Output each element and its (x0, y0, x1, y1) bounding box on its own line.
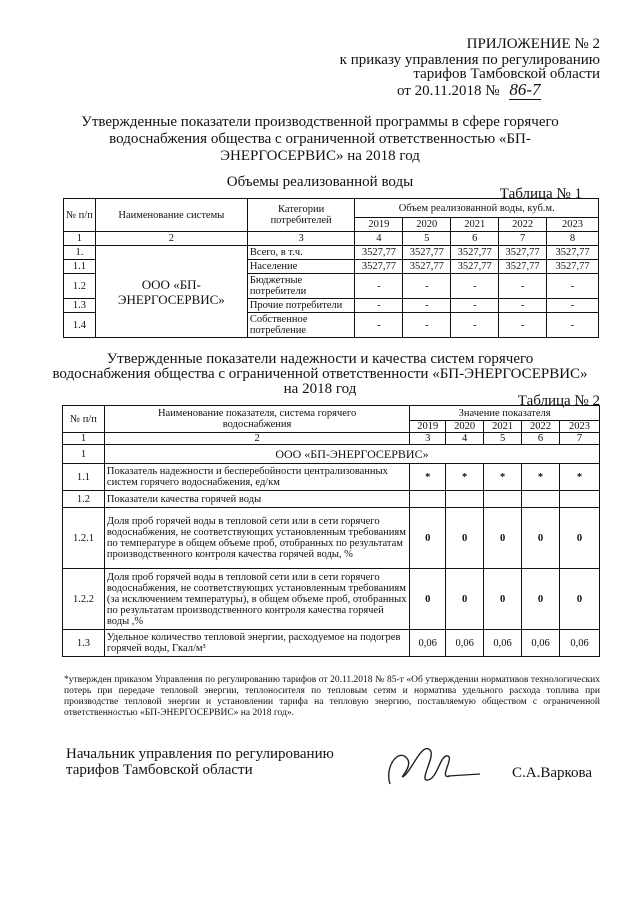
t1-cell: 3527,77 (403, 246, 451, 260)
t1-year: 2022 (499, 218, 547, 232)
t2-year: 2021 (484, 421, 522, 433)
t2-head-name: Наименование показателя, система горячего водоснабжения (104, 406, 409, 433)
t1-cell: 3527,77 (355, 246, 403, 260)
t2-year: 2023 (560, 421, 600, 433)
table2-label: Таблица № 2 (517, 393, 600, 409)
t2-head-value: Значение показателя (410, 406, 600, 421)
table1-subtitle: Объемы реализованной воды (226, 174, 414, 190)
t2-cell: 0 (522, 569, 560, 630)
title1-line3: ЭНЕРГОСЕРВИС» на 2018 год (220, 148, 420, 164)
t1-row-category: Бюджетные потребители (247, 274, 355, 299)
handwritten-signature (378, 736, 488, 792)
t2-org-num: 1 (63, 445, 105, 464)
volumes-table (63, 198, 599, 338)
t1-colnum: 6 (451, 232, 499, 246)
table-row (63, 464, 600, 491)
t1-row-num: 1.3 (64, 299, 96, 313)
t2-cell: 0 (560, 508, 600, 569)
t1-head-system: Наименование системы (95, 199, 247, 232)
t2-year: 2022 (522, 421, 560, 433)
t1-row-num: 1. (64, 246, 96, 260)
t2-cell: 0 (410, 569, 446, 630)
t2-row-num: 1.2.1 (63, 508, 105, 569)
t2-cell: 0,06 (560, 630, 600, 657)
t2-row-name: Доля проб горячей воды в тепловой сети или в сети горячего водоснабжения, не соответствующих установленным требованиям (за исключением температуры), в общем объеме проб, отобранных по результатам производственного контроля качества горячей воды ,% (104, 569, 409, 630)
table-row (63, 569, 600, 630)
table-row (64, 246, 599, 260)
t1-cell: 3527,77 (499, 260, 547, 274)
t2-cell: 0 (522, 508, 560, 569)
quality-table (62, 405, 600, 657)
t1-colnum: 8 (547, 232, 599, 246)
signatory-title-line1: Начальник управления по регулированию (66, 746, 334, 762)
t1-cell: 3527,77 (403, 260, 451, 274)
t2-row-num: 1.1 (63, 464, 105, 491)
title1-line1: Утвержденные показатели производственной программы в сфере горячего (81, 114, 559, 130)
table-row (63, 445, 600, 464)
t2-colnum: 7 (560, 433, 600, 445)
t1-year: 2023 (547, 218, 599, 232)
t1-row-category: Прочие потребители (247, 299, 355, 313)
t1-row-category: Собственное потребление (247, 313, 355, 338)
t1-row-category: Население (247, 260, 355, 274)
signatory-title (66, 746, 334, 778)
t2-cell: 0 (560, 569, 600, 630)
t1-cell: - (499, 299, 547, 313)
t2-colnum: 3 (410, 433, 446, 445)
t1-colnum: 5 (403, 232, 451, 246)
t1-cell: - (547, 299, 599, 313)
t2-empty-cell (522, 491, 560, 508)
t2-cell: 0 (484, 508, 522, 569)
t1-year: 2020 (403, 218, 451, 232)
t2-row-num: 1.2.2 (63, 569, 105, 630)
t1-cell: 3527,77 (451, 260, 499, 274)
t2-year: 2019 (410, 421, 446, 433)
t2-cell: 0,06 (522, 630, 560, 657)
t1-colnum: 1 (64, 232, 96, 246)
t2-row-name: Показатели качества горячей воды (104, 491, 409, 508)
order-line-2: тарифов Тамбовской области (413, 66, 600, 82)
appendix-title: ПРИЛОЖЕНИЕ № 2 (466, 36, 600, 52)
order-date-prefix: от 20.11.2018 № (397, 83, 500, 99)
t2-cell: 0 (446, 569, 484, 630)
t2-cell: 0 (484, 569, 522, 630)
t2-cell: 0,06 (410, 630, 446, 657)
t1-colnum: 4 (355, 232, 403, 246)
order-line-1: к приказу управления по регулированию (339, 52, 600, 68)
t1-head-category: Категории потребителей (247, 199, 355, 232)
signatory-title-line2: тарифов Тамбовской области (66, 762, 253, 778)
t1-cell: - (403, 274, 451, 299)
t1-colnum: 2 (95, 232, 247, 246)
t2-org-name: ООО «БП-ЭНЕРГОСЕРВИС» (104, 445, 599, 464)
t1-cell: 3527,77 (499, 246, 547, 260)
table-row (63, 508, 600, 569)
t2-row-name: Удельное количество тепловой энергии, расходуемое на подогрев горячей воды, Гкал/м³ (104, 630, 409, 657)
title1-line2: водоснабжения общества с ограниченной ответственностью «БП- (109, 131, 531, 147)
t1-system-name: ООО «БП-ЭНЕРГОСЕРВИС» (95, 246, 247, 338)
t1-row-num: 1.4 (64, 313, 96, 338)
t2-cell: * (522, 464, 560, 491)
t2-colnum: 1 (63, 433, 105, 445)
t1-cell: - (451, 274, 499, 299)
t1-cell: - (403, 313, 451, 338)
t2-cell: * (484, 464, 522, 491)
t2-cell: 0,06 (484, 630, 522, 657)
t2-row-num: 1.3 (63, 630, 105, 657)
t2-row-name: Доля проб горячей воды в тепловой сети или в сети горячего водоснабжения, не соответствующих установленным требованиям по температуре в общем объеме проб, отобранных по результатам производственного контроля качества горячей воды, % (104, 508, 409, 569)
t2-cell: 0 (410, 508, 446, 569)
t2-cell: 0 (446, 508, 484, 569)
t1-cell: - (403, 299, 451, 313)
t1-row-category: Всего, в т.ч. (247, 246, 355, 260)
t1-cell: 3527,77 (451, 246, 499, 260)
t1-row-num: 1.1 (64, 260, 96, 274)
signatory-name: С.А.Варкова (512, 765, 593, 781)
t1-cell: - (451, 299, 499, 313)
t1-head-volume: Объем реализованной воды, куб.м. (355, 199, 599, 218)
t2-cell: * (410, 464, 446, 491)
t1-cell: - (547, 313, 599, 338)
t2-colnum: 4 (446, 433, 484, 445)
table-row (63, 630, 600, 657)
t2-row-name: Показатель надежности и бесперебойности централизованных систем горячего водоснабжения, ед/км (104, 464, 409, 491)
title2-line2: водоснабжения общества с ограниченной ответственности «БП-ЭНЕРГОСЕРВИС» (52, 366, 588, 382)
t2-row-num: 1.2 (63, 491, 105, 508)
t2-colnum: 2 (104, 433, 409, 445)
title2-line3: на 2018 год (283, 381, 357, 397)
t2-empty-cell (410, 491, 446, 508)
t2-cell: * (446, 464, 484, 491)
t2-empty-cell (560, 491, 600, 508)
t2-colnum: 5 (484, 433, 522, 445)
table1-label: Таблица № 1 (499, 186, 582, 202)
t1-colnum: 7 (499, 232, 547, 246)
t1-cell: - (547, 274, 599, 299)
t2-cell: * (560, 464, 600, 491)
t1-row-num: 1.2 (64, 274, 96, 299)
t1-cell: 3527,77 (355, 260, 403, 274)
t1-cell: - (451, 313, 499, 338)
table-row (63, 491, 600, 508)
t1-cell: - (355, 274, 403, 299)
handwritten-order-number: 86-7 (509, 80, 541, 99)
footnote: *утвержден приказом Управления по регулированию тарифов от 20.11.2018 № 85-т «Об утверждении нормативов технологических потерь при передаче тепловой энергии, теплоносителя по тепловым сетям и норматива удельного расхода топлива при производстве тепловой энергии и установлении тарифа на тепловую энергию, поставляемую обществом с ограниченной ответственностью «БП-ЭНЕРГОСЕРВИС» на 2018 год». (64, 675, 600, 718)
t1-cell: 3527,77 (547, 246, 599, 260)
t1-year: 2021 (451, 218, 499, 232)
t1-head-num: № п/п (64, 199, 96, 232)
t1-cell: - (355, 313, 403, 338)
t1-cell: 3527,77 (547, 260, 599, 274)
order-date (397, 80, 541, 100)
t2-colnum: 6 (522, 433, 560, 445)
t2-year: 2020 (446, 421, 484, 433)
t1-year: 2019 (355, 218, 403, 232)
t2-head-num: № п/п (63, 406, 105, 433)
t1-cell: - (499, 274, 547, 299)
t1-cell: - (499, 313, 547, 338)
t2-cell: 0,06 (446, 630, 484, 657)
t1-cell: - (355, 299, 403, 313)
t2-empty-cell (484, 491, 522, 508)
t1-colnum: 3 (247, 232, 355, 246)
title2-line1: Утвержденные показатели надежности и качества систем горячего (106, 351, 534, 367)
t2-empty-cell (446, 491, 484, 508)
